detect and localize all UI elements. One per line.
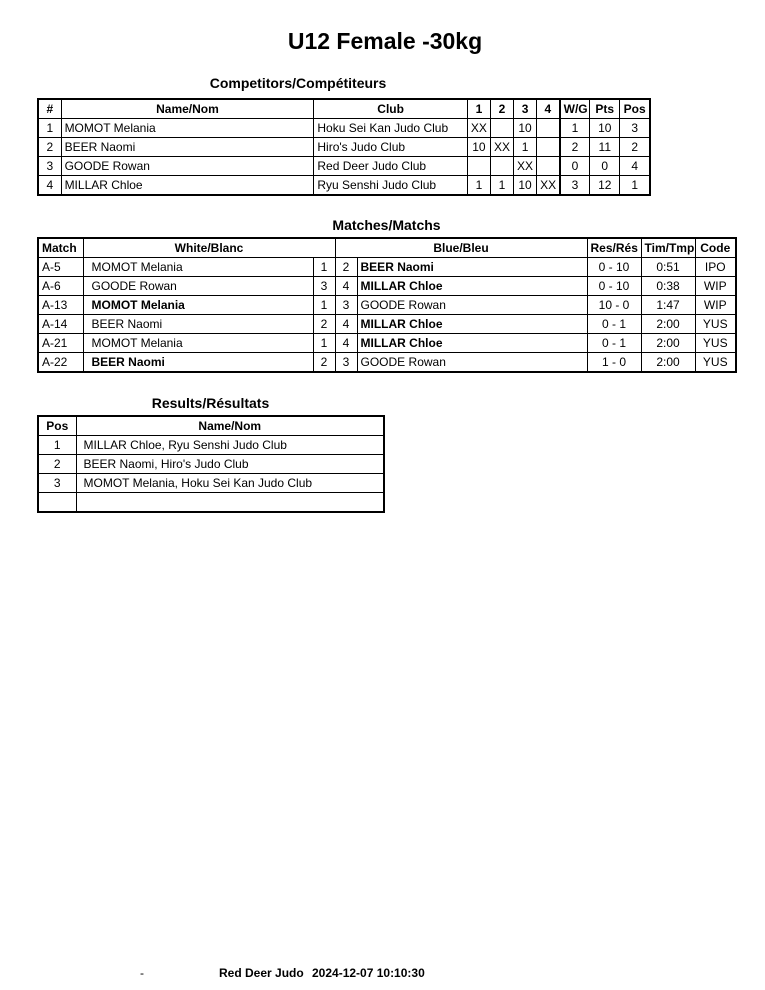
- score-vs-2: [490, 119, 513, 138]
- result-row: [38, 493, 384, 513]
- blue-player: MILLAR Chloe: [357, 277, 587, 296]
- match-id: A-5: [38, 258, 83, 277]
- match-time: 2:00: [641, 353, 695, 373]
- score-vs-3: 1: [514, 138, 537, 157]
- competitor-row: [38, 138, 650, 157]
- col-num-header: #: [38, 99, 61, 119]
- white-player: BEER Naomi: [83, 353, 313, 373]
- match-code: YUS: [695, 315, 736, 334]
- col-time-header: Tim/Tmp: [641, 238, 695, 258]
- competitor-num: 2: [38, 138, 61, 157]
- blue-number: 4: [335, 277, 357, 296]
- score-vs-2: [490, 157, 513, 176]
- competitor-points: 12: [590, 176, 620, 196]
- white-player: GOODE Rowan: [83, 277, 313, 296]
- competitor-num: 1: [38, 119, 61, 138]
- competitor-club: Hoku Sei Kan Judo Club: [314, 119, 468, 138]
- result-name: BEER Naomi, Hiro's Judo Club: [76, 455, 384, 474]
- result-position: 2: [38, 455, 76, 474]
- score-vs-3: 10: [514, 119, 537, 138]
- match-row: [38, 334, 736, 353]
- result-name: MOMOT Melania, Hoku Sei Kan Judo Club: [76, 474, 384, 493]
- results-header-row: [38, 416, 384, 436]
- col-name-header: Name/Nom: [61, 99, 314, 119]
- score-vs-1: [467, 157, 490, 176]
- white-player: MOMOT Melania: [83, 334, 313, 353]
- col-white-header: White/Blanc: [83, 238, 335, 258]
- competitor-points: 10: [590, 119, 620, 138]
- result-position: 3: [38, 474, 76, 493]
- footer-organization: Red Deer Judo: [219, 966, 304, 980]
- white-number: 3: [313, 277, 335, 296]
- score-vs-4: XX: [537, 176, 560, 196]
- white-number: 2: [313, 315, 335, 334]
- competitor-wins: 2: [560, 138, 590, 157]
- match-code: YUS: [695, 353, 736, 373]
- competitor-club: Hiro's Judo Club: [314, 138, 468, 157]
- white-number: 1: [313, 296, 335, 315]
- competitors-heading: Competitors/Compétiteurs: [209, 75, 387, 91]
- blue-number: 2: [335, 258, 357, 277]
- match-result: 0 - 10: [587, 258, 641, 277]
- match-row: [38, 296, 736, 315]
- score-vs-2: XX: [490, 138, 513, 157]
- match-result: 0 - 1: [587, 334, 641, 353]
- competitor-wins: 3: [560, 176, 590, 196]
- matches-header-row: [38, 238, 736, 258]
- blue-player: MILLAR Chloe: [357, 315, 587, 334]
- col-pos-header: Pos: [38, 416, 76, 436]
- competitor-num: 4: [38, 176, 61, 196]
- blue-number: 3: [335, 296, 357, 315]
- match-row: [38, 258, 736, 277]
- score-vs-1: 10: [467, 138, 490, 157]
- results-table: [37, 415, 385, 513]
- match-result: 0 - 1: [587, 315, 641, 334]
- competitor-points: 0: [590, 157, 620, 176]
- page-title: U12 Female -30kg: [287, 28, 483, 54]
- blue-number: 4: [335, 315, 357, 334]
- matches-heading: Matches/Matchs: [332, 217, 441, 233]
- competitors-header-row: [38, 99, 650, 119]
- competitor-row: [38, 119, 650, 138]
- results-heading: Results/Résultats: [151, 395, 270, 411]
- competitor-position: 1: [620, 176, 650, 196]
- match-row: [38, 315, 736, 334]
- match-time: 1:47: [641, 296, 695, 315]
- competitor-name: GOODE Rowan: [61, 157, 314, 176]
- result-position: 1: [38, 436, 76, 455]
- footer-dash: -: [140, 966, 144, 980]
- col-1-header: 1: [467, 99, 490, 119]
- competitor-name: MILLAR Chloe: [61, 176, 314, 196]
- match-id: A-6: [38, 277, 83, 296]
- competitor-row: [38, 176, 650, 196]
- score-vs-4: [537, 138, 560, 157]
- col-wg-header: W/G: [560, 99, 590, 119]
- match-id: A-22: [38, 353, 83, 373]
- white-number: 1: [313, 258, 335, 277]
- match-result: 10 - 0: [587, 296, 641, 315]
- competitor-club: Red Deer Judo Club: [314, 157, 468, 176]
- white-number: 2: [313, 353, 335, 373]
- blue-player: MILLAR Chloe: [357, 334, 587, 353]
- result-name: [76, 493, 384, 513]
- match-time: 2:00: [641, 315, 695, 334]
- competitor-row: [38, 157, 650, 176]
- competitor-num: 3: [38, 157, 61, 176]
- match-time: 0:38: [641, 277, 695, 296]
- competitor-position: 3: [620, 119, 650, 138]
- competitor-position: 2: [620, 138, 650, 157]
- white-player: BEER Naomi: [83, 315, 313, 334]
- competitors-table: [37, 98, 651, 196]
- col-club-header: Club: [314, 99, 468, 119]
- white-player: MOMOT Melania: [83, 296, 313, 315]
- blue-number: 3: [335, 353, 357, 373]
- competitor-position: 4: [620, 157, 650, 176]
- col-match-header: Match: [38, 238, 83, 258]
- match-id: A-13: [38, 296, 83, 315]
- competitor-wins: 1: [560, 119, 590, 138]
- blue-player: BEER Naomi: [357, 258, 587, 277]
- score-vs-1: XX: [467, 119, 490, 138]
- col-4-header: 4: [537, 99, 560, 119]
- matches-table: [37, 237, 737, 373]
- score-vs-2: 1: [490, 176, 513, 196]
- match-row: [38, 277, 736, 296]
- blue-player: GOODE Rowan: [357, 296, 587, 315]
- result-row: [38, 436, 384, 455]
- result-row: [38, 474, 384, 493]
- white-player: MOMOT Melania: [83, 258, 313, 277]
- competitor-points: 11: [590, 138, 620, 157]
- col-pos-header: Pos: [620, 99, 650, 119]
- col-pts-header: Pts: [590, 99, 620, 119]
- competitor-club: Ryu Senshi Judo Club: [314, 176, 468, 196]
- match-code: IPO: [695, 258, 736, 277]
- blue-number: 4: [335, 334, 357, 353]
- match-time: 2:00: [641, 334, 695, 353]
- competitor-name: MOMOT Melania: [61, 119, 314, 138]
- score-vs-1: 1: [467, 176, 490, 196]
- match-id: A-21: [38, 334, 83, 353]
- col-result-header: Res/Rés: [587, 238, 641, 258]
- col-2-header: 2: [490, 99, 513, 119]
- score-vs-4: [537, 119, 560, 138]
- match-code: WIP: [695, 277, 736, 296]
- competitor-name: BEER Naomi: [61, 138, 314, 157]
- col-name-header: Name/Nom: [76, 416, 384, 436]
- score-vs-3: XX: [514, 157, 537, 176]
- col-3-header: 3: [514, 99, 537, 119]
- result-position: [38, 493, 76, 513]
- result-name: MILLAR Chloe, Ryu Senshi Judo Club: [76, 436, 384, 455]
- match-id: A-14: [38, 315, 83, 334]
- match-code: WIP: [695, 296, 736, 315]
- match-code: YUS: [695, 334, 736, 353]
- score-vs-4: [537, 157, 560, 176]
- footer-timestamp: 2024-12-07 10:10:30: [312, 966, 425, 980]
- match-row: [38, 353, 736, 373]
- result-row: [38, 455, 384, 474]
- blue-player: GOODE Rowan: [357, 353, 587, 373]
- competitor-wins: 0: [560, 157, 590, 176]
- white-number: 1: [313, 334, 335, 353]
- col-blue-header: Blue/Bleu: [335, 238, 587, 258]
- match-result: 0 - 10: [587, 277, 641, 296]
- match-result: 1 - 0: [587, 353, 641, 373]
- col-code-header: Code: [695, 238, 736, 258]
- match-time: 0:51: [641, 258, 695, 277]
- score-vs-3: 10: [514, 176, 537, 196]
